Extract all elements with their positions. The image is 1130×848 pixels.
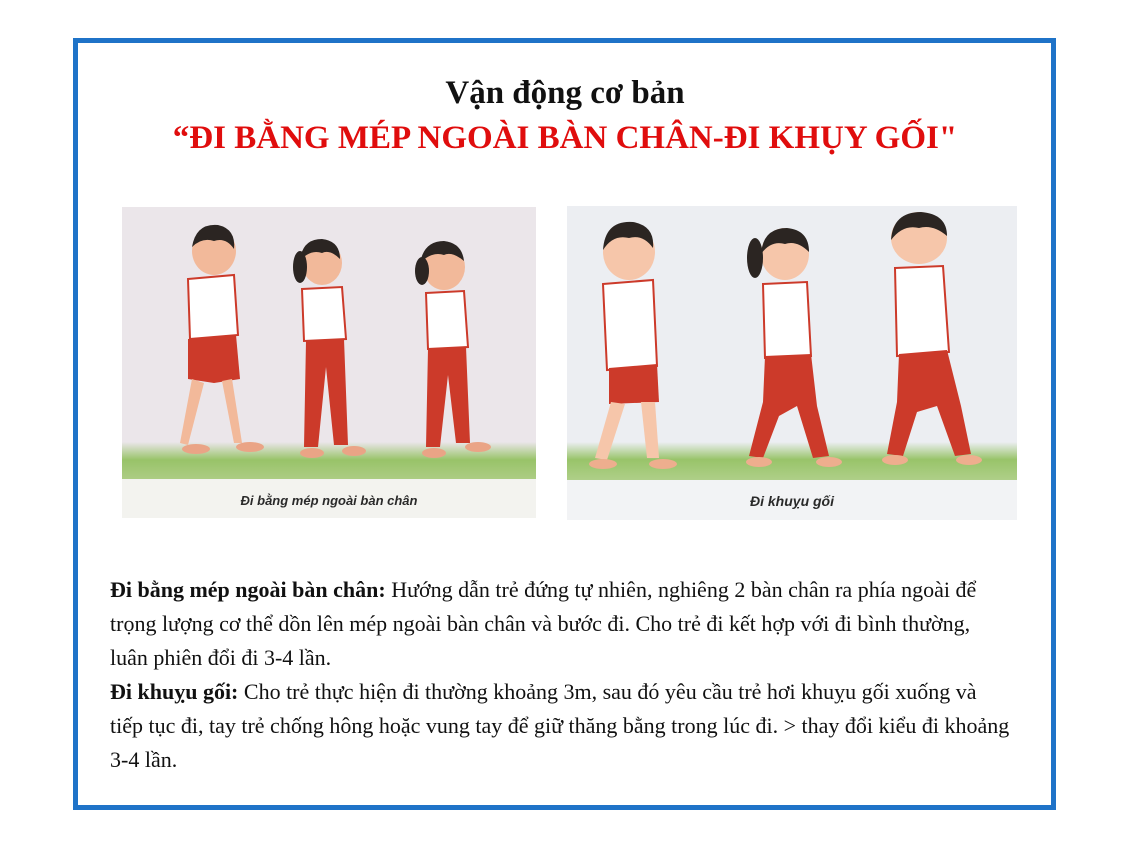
instruction-body: Hướng dẫn trẻ đứng tự nhiên, nghiêng 2 bàn chân ra phía ngoài để trọng lượng cơ thể dồn lên mép ngoài bàn chân và bước đi. Cho trẻ đi kết hợp với đi bình thường, luân phiên đổi đi 3-4 lần.: [110, 577, 977, 670]
instruction-body: Cho trẻ thực hiện đi thường khoảng 3m, sau đó yêu cầu trẻ hơi khuỵu gối xuống và tiếp tục đi, tay trẻ chống hông hoặc vung tay để giữ thăng bằng trong lúc đi. > thay đổi kiểu đi khoảng 3-4 lần.: [110, 679, 1010, 772]
illustration-outer-foot-walk: [122, 207, 536, 518]
illustration-caption: Đi bằng mép ngoài bàn chân: [240, 493, 418, 508]
illustration-knee-bent-graphic: [567, 206, 1017, 520]
illustration-outer-foot-graphic: [122, 207, 536, 518]
child-figure: [293, 239, 366, 458]
instruction-paragraph: [110, 675, 1010, 777]
instruction-label: Đi bằng mép ngoài bàn chân:: [110, 577, 386, 602]
page-title: Vận động cơ bản: [445, 75, 685, 111]
instruction-label: Đi khuỵu gối:: [110, 679, 239, 704]
child-figure: [180, 225, 264, 454]
child-figure: [746, 228, 842, 467]
illustration-knee-bent-walk: [567, 206, 1017, 520]
page-subtitle: “ĐI BẰNG MÉP NGOÀI BÀN CHÂN-ĐI KHỤY GỐI": [172, 120, 958, 156]
instructions-text: [110, 573, 1010, 777]
illustration-caption: Đi khuỵu gối: [750, 493, 834, 509]
child-figure: [589, 222, 677, 469]
child-figure: [882, 212, 982, 465]
instruction-paragraph: [110, 573, 1010, 675]
child-figure: [415, 241, 491, 458]
